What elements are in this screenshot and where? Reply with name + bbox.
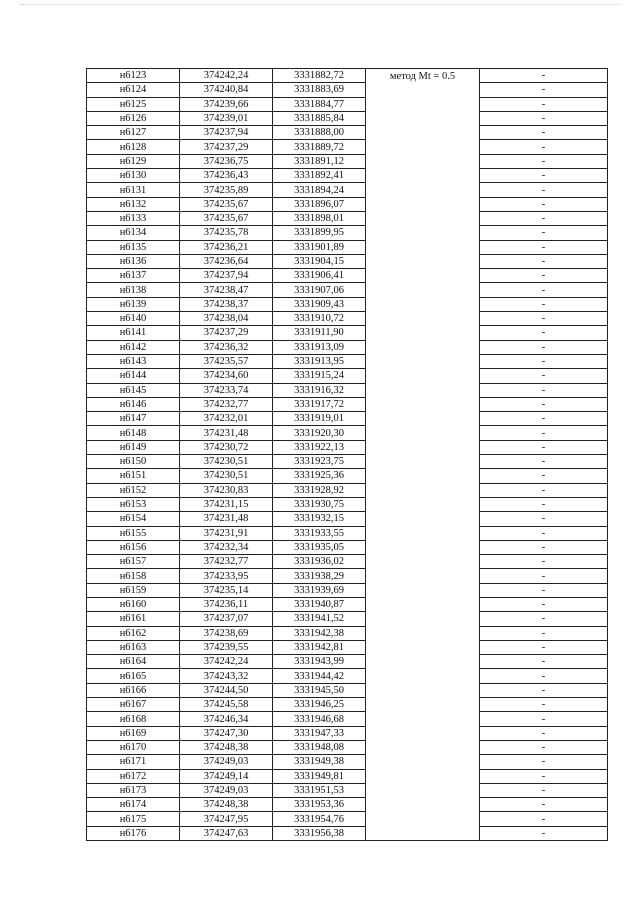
dash-cell: - bbox=[480, 412, 608, 426]
x-coordinate-cell: 374235,67 bbox=[180, 211, 273, 225]
point-id-cell: н6174 bbox=[87, 798, 180, 812]
y-coordinate-cell: 3331915,24 bbox=[273, 369, 366, 383]
y-coordinate-cell: 3331911,90 bbox=[273, 326, 366, 340]
y-coordinate-cell: 3331885,84 bbox=[273, 111, 366, 125]
table-row bbox=[87, 397, 608, 411]
y-coordinate-cell: 3331904,15 bbox=[273, 254, 366, 268]
table-row bbox=[87, 83, 608, 97]
x-coordinate-cell: 374236,32 bbox=[180, 340, 273, 354]
table-row bbox=[87, 783, 608, 797]
y-coordinate-cell: 3331936,02 bbox=[273, 555, 366, 569]
table-row bbox=[87, 440, 608, 454]
x-coordinate-cell: 374235,14 bbox=[180, 583, 273, 597]
x-coordinate-cell: 374242,24 bbox=[180, 655, 273, 669]
dash-cell: - bbox=[480, 455, 608, 469]
point-id-cell: н6162 bbox=[87, 626, 180, 640]
point-id-cell: н6146 bbox=[87, 397, 180, 411]
x-coordinate-cell: 374232,01 bbox=[180, 412, 273, 426]
y-coordinate-cell: 3331919,01 bbox=[273, 412, 366, 426]
dash-cell: - bbox=[480, 526, 608, 540]
table-row bbox=[87, 512, 608, 526]
dash-cell: - bbox=[480, 426, 608, 440]
dash-cell: - bbox=[480, 683, 608, 697]
dash-cell: - bbox=[480, 669, 608, 683]
x-coordinate-cell: 374237,07 bbox=[180, 612, 273, 626]
table-row bbox=[87, 626, 608, 640]
point-id-cell: н6136 bbox=[87, 254, 180, 268]
point-id-cell: н6133 bbox=[87, 211, 180, 225]
point-id-cell: н6166 bbox=[87, 683, 180, 697]
table-row bbox=[87, 226, 608, 240]
table-row bbox=[87, 769, 608, 783]
x-coordinate-cell: 374232,77 bbox=[180, 555, 273, 569]
point-id-cell: н6138 bbox=[87, 283, 180, 297]
y-coordinate-cell: 3331956,38 bbox=[273, 826, 366, 840]
table-row bbox=[87, 354, 608, 368]
x-coordinate-cell: 374233,74 bbox=[180, 383, 273, 397]
dash-cell: - bbox=[480, 354, 608, 368]
dash-cell: - bbox=[480, 126, 608, 140]
point-id-cell: н6142 bbox=[87, 340, 180, 354]
table-row bbox=[87, 555, 608, 569]
y-coordinate-cell: 3331920,30 bbox=[273, 426, 366, 440]
dash-cell: - bbox=[480, 497, 608, 511]
y-coordinate-cell: 3331907,06 bbox=[273, 283, 366, 297]
dash-cell: - bbox=[480, 111, 608, 125]
y-coordinate-cell: 3331913,09 bbox=[273, 340, 366, 354]
dash-cell: - bbox=[480, 540, 608, 554]
y-coordinate-cell: 3331930,75 bbox=[273, 497, 366, 511]
x-coordinate-cell: 374230,51 bbox=[180, 455, 273, 469]
y-coordinate-cell: 3331943,99 bbox=[273, 655, 366, 669]
dash-cell: - bbox=[480, 712, 608, 726]
point-id-cell: н6155 bbox=[87, 526, 180, 540]
coordinates-table-body bbox=[87, 69, 608, 841]
table-row bbox=[87, 169, 608, 183]
y-coordinate-cell: 3331946,25 bbox=[273, 698, 366, 712]
x-coordinate-cell: 374231,48 bbox=[180, 426, 273, 440]
method-cell: метод Mt = 0.5 bbox=[366, 69, 480, 841]
dash-cell: - bbox=[480, 826, 608, 840]
y-coordinate-cell: 3331909,43 bbox=[273, 297, 366, 311]
point-id-cell: н6176 bbox=[87, 826, 180, 840]
x-coordinate-cell: 374249,03 bbox=[180, 783, 273, 797]
dash-cell: - bbox=[480, 226, 608, 240]
point-id-cell: н6168 bbox=[87, 712, 180, 726]
dash-cell: - bbox=[480, 812, 608, 826]
point-id-cell: н6124 bbox=[87, 83, 180, 97]
y-coordinate-cell: 3331923,75 bbox=[273, 455, 366, 469]
table-row bbox=[87, 612, 608, 626]
dash-cell: - bbox=[480, 97, 608, 111]
dash-cell: - bbox=[480, 254, 608, 268]
y-coordinate-cell: 3331945,50 bbox=[273, 683, 366, 697]
table-row bbox=[87, 369, 608, 383]
dash-cell: - bbox=[480, 798, 608, 812]
x-coordinate-cell: 374236,75 bbox=[180, 154, 273, 168]
y-coordinate-cell: 3331935,05 bbox=[273, 540, 366, 554]
y-coordinate-cell: 3331940,87 bbox=[273, 597, 366, 611]
table-row bbox=[87, 583, 608, 597]
table-row bbox=[87, 712, 608, 726]
x-coordinate-cell: 374238,47 bbox=[180, 283, 273, 297]
point-id-cell: н6157 bbox=[87, 555, 180, 569]
point-id-cell: н6171 bbox=[87, 755, 180, 769]
y-coordinate-cell: 3331913,95 bbox=[273, 354, 366, 368]
dash-cell: - bbox=[480, 597, 608, 611]
y-coordinate-cell: 3331889,72 bbox=[273, 140, 366, 154]
table-row bbox=[87, 526, 608, 540]
point-id-cell: н6125 bbox=[87, 97, 180, 111]
y-coordinate-cell: 3331892,41 bbox=[273, 169, 366, 183]
dash-cell: - bbox=[480, 169, 608, 183]
x-coordinate-cell: 374234,60 bbox=[180, 369, 273, 383]
x-coordinate-cell: 374235,78 bbox=[180, 226, 273, 240]
table-row bbox=[87, 669, 608, 683]
point-id-cell: н6145 bbox=[87, 383, 180, 397]
point-id-cell: н6172 bbox=[87, 769, 180, 783]
point-id-cell: н6144 bbox=[87, 369, 180, 383]
table-row bbox=[87, 326, 608, 340]
dash-cell: - bbox=[480, 726, 608, 740]
y-coordinate-cell: 3331946,68 bbox=[273, 712, 366, 726]
point-id-cell: н6141 bbox=[87, 326, 180, 340]
point-id-cell: н6137 bbox=[87, 269, 180, 283]
y-coordinate-cell: 3331951,53 bbox=[273, 783, 366, 797]
point-id-cell: н6158 bbox=[87, 569, 180, 583]
x-coordinate-cell: 374237,94 bbox=[180, 126, 273, 140]
point-id-cell: н6139 bbox=[87, 297, 180, 311]
table-row bbox=[87, 640, 608, 654]
x-coordinate-cell: 374239,01 bbox=[180, 111, 273, 125]
point-id-cell: н6151 bbox=[87, 469, 180, 483]
dash-cell: - bbox=[480, 269, 608, 283]
dash-cell: - bbox=[480, 440, 608, 454]
dash-cell: - bbox=[480, 640, 608, 654]
point-id-cell: н6130 bbox=[87, 169, 180, 183]
table-row bbox=[87, 254, 608, 268]
x-coordinate-cell: 374235,89 bbox=[180, 183, 273, 197]
dash-cell: - bbox=[480, 583, 608, 597]
dash-cell: - bbox=[480, 512, 608, 526]
x-coordinate-cell: 374238,69 bbox=[180, 626, 273, 640]
point-id-cell: н6153 bbox=[87, 497, 180, 511]
point-id-cell: н6156 bbox=[87, 540, 180, 554]
table-row bbox=[87, 211, 608, 225]
point-id-cell: н6149 bbox=[87, 440, 180, 454]
dash-cell: - bbox=[480, 740, 608, 754]
x-coordinate-cell: 374249,14 bbox=[180, 769, 273, 783]
y-coordinate-cell: 3331942,81 bbox=[273, 640, 366, 654]
point-id-cell: н6173 bbox=[87, 783, 180, 797]
x-coordinate-cell: 374236,11 bbox=[180, 597, 273, 611]
y-coordinate-cell: 3331941,52 bbox=[273, 612, 366, 626]
point-id-cell: н6143 bbox=[87, 354, 180, 368]
y-coordinate-cell: 3331944,42 bbox=[273, 669, 366, 683]
x-coordinate-cell: 374236,64 bbox=[180, 254, 273, 268]
x-coordinate-cell: 374248,38 bbox=[180, 798, 273, 812]
point-id-cell: н6128 bbox=[87, 140, 180, 154]
dash-cell: - bbox=[480, 569, 608, 583]
dash-cell: - bbox=[480, 698, 608, 712]
x-coordinate-cell: 374231,48 bbox=[180, 512, 273, 526]
x-coordinate-cell: 374232,77 bbox=[180, 397, 273, 411]
dash-cell: - bbox=[480, 397, 608, 411]
dash-cell: - bbox=[480, 240, 608, 254]
x-coordinate-cell: 374231,91 bbox=[180, 526, 273, 540]
x-coordinate-cell: 374230,83 bbox=[180, 483, 273, 497]
table-row bbox=[87, 755, 608, 769]
table-row bbox=[87, 726, 608, 740]
dash-cell: - bbox=[480, 312, 608, 326]
x-coordinate-cell: 374237,94 bbox=[180, 269, 273, 283]
y-coordinate-cell: 3331899,95 bbox=[273, 226, 366, 240]
x-coordinate-cell: 374238,37 bbox=[180, 297, 273, 311]
dash-cell: - bbox=[480, 612, 608, 626]
table-row bbox=[87, 97, 608, 111]
point-id-cell: н6131 bbox=[87, 183, 180, 197]
point-id-cell: н6165 bbox=[87, 669, 180, 683]
y-coordinate-cell: 3331896,07 bbox=[273, 197, 366, 211]
point-id-cell: н6160 bbox=[87, 597, 180, 611]
y-coordinate-cell: 3331938,29 bbox=[273, 569, 366, 583]
table-row bbox=[87, 655, 608, 669]
y-coordinate-cell: 3331922,13 bbox=[273, 440, 366, 454]
table-row bbox=[87, 197, 608, 211]
coordinates-table bbox=[86, 68, 608, 841]
x-coordinate-cell: 374245,58 bbox=[180, 698, 273, 712]
table-row bbox=[87, 826, 608, 840]
x-coordinate-cell: 374235,57 bbox=[180, 354, 273, 368]
dash-cell: - bbox=[480, 197, 608, 211]
y-coordinate-cell: 3331954,76 bbox=[273, 812, 366, 826]
point-id-cell: н6150 bbox=[87, 455, 180, 469]
y-coordinate-cell: 3331898,01 bbox=[273, 211, 366, 225]
dash-cell: - bbox=[480, 783, 608, 797]
table-row bbox=[87, 469, 608, 483]
dash-cell: - bbox=[480, 69, 608, 83]
x-coordinate-cell: 374247,30 bbox=[180, 726, 273, 740]
point-id-cell: н6167 bbox=[87, 698, 180, 712]
table-row bbox=[87, 497, 608, 511]
table-row bbox=[87, 69, 608, 83]
point-id-cell: н6140 bbox=[87, 312, 180, 326]
table-row bbox=[87, 140, 608, 154]
x-coordinate-cell: 374231,15 bbox=[180, 497, 273, 511]
point-id-cell: н6159 bbox=[87, 583, 180, 597]
table-row bbox=[87, 240, 608, 254]
y-coordinate-cell: 3331932,15 bbox=[273, 512, 366, 526]
table-row bbox=[87, 383, 608, 397]
table-row bbox=[87, 111, 608, 125]
point-id-cell: н6134 bbox=[87, 226, 180, 240]
point-id-cell: н6163 bbox=[87, 640, 180, 654]
dash-cell: - bbox=[480, 154, 608, 168]
x-coordinate-cell: 374243,32 bbox=[180, 669, 273, 683]
y-coordinate-cell: 3331901,89 bbox=[273, 240, 366, 254]
y-coordinate-cell: 3331888,00 bbox=[273, 126, 366, 140]
point-id-cell: н6170 bbox=[87, 740, 180, 754]
table-row bbox=[87, 412, 608, 426]
x-coordinate-cell: 374246,34 bbox=[180, 712, 273, 726]
dash-cell: - bbox=[480, 655, 608, 669]
x-coordinate-cell: 374232,34 bbox=[180, 540, 273, 554]
y-coordinate-cell: 3331894,24 bbox=[273, 183, 366, 197]
y-coordinate-cell: 3331917,72 bbox=[273, 397, 366, 411]
point-id-cell: н6147 bbox=[87, 412, 180, 426]
table-row bbox=[87, 740, 608, 754]
table-row bbox=[87, 283, 608, 297]
dash-cell: - bbox=[480, 626, 608, 640]
x-coordinate-cell: 374239,55 bbox=[180, 640, 273, 654]
y-coordinate-cell: 3331891,12 bbox=[273, 154, 366, 168]
x-coordinate-cell: 374239,66 bbox=[180, 97, 273, 111]
table-row bbox=[87, 683, 608, 697]
point-id-cell: н6164 bbox=[87, 655, 180, 669]
point-id-cell: н6175 bbox=[87, 812, 180, 826]
point-id-cell: н6129 bbox=[87, 154, 180, 168]
point-id-cell: н6127 bbox=[87, 126, 180, 140]
dash-cell: - bbox=[480, 140, 608, 154]
table-row bbox=[87, 540, 608, 554]
y-coordinate-cell: 3331949,38 bbox=[273, 755, 366, 769]
x-coordinate-cell: 374237,29 bbox=[180, 326, 273, 340]
dash-cell: - bbox=[480, 383, 608, 397]
point-id-cell: н6152 bbox=[87, 483, 180, 497]
x-coordinate-cell: 374242,24 bbox=[180, 69, 273, 83]
dash-cell: - bbox=[480, 369, 608, 383]
y-coordinate-cell: 3331925,36 bbox=[273, 469, 366, 483]
y-coordinate-cell: 3331933,55 bbox=[273, 526, 366, 540]
x-coordinate-cell: 374238,04 bbox=[180, 312, 273, 326]
x-coordinate-cell: 374230,51 bbox=[180, 469, 273, 483]
table-row bbox=[87, 126, 608, 140]
x-coordinate-cell: 374233,95 bbox=[180, 569, 273, 583]
dash-cell: - bbox=[480, 340, 608, 354]
x-coordinate-cell: 374237,29 bbox=[180, 140, 273, 154]
x-coordinate-cell: 374247,95 bbox=[180, 812, 273, 826]
scan-noise-line bbox=[20, 4, 620, 8]
point-id-cell: н6169 bbox=[87, 726, 180, 740]
x-coordinate-cell: 374244,50 bbox=[180, 683, 273, 697]
point-id-cell: н6148 bbox=[87, 426, 180, 440]
table-row bbox=[87, 340, 608, 354]
table-row bbox=[87, 455, 608, 469]
dash-cell: - bbox=[480, 555, 608, 569]
table-row bbox=[87, 798, 608, 812]
y-coordinate-cell: 3331906,41 bbox=[273, 269, 366, 283]
y-coordinate-cell: 3331884,77 bbox=[273, 97, 366, 111]
x-coordinate-cell: 374248,38 bbox=[180, 740, 273, 754]
y-coordinate-cell: 3331882,72 bbox=[273, 69, 366, 83]
dash-cell: - bbox=[480, 183, 608, 197]
point-id-cell: н6126 bbox=[87, 111, 180, 125]
point-id-cell: н6132 bbox=[87, 197, 180, 211]
table-row bbox=[87, 154, 608, 168]
point-id-cell: н6161 bbox=[87, 612, 180, 626]
table-row bbox=[87, 812, 608, 826]
table-row bbox=[87, 569, 608, 583]
dash-cell: - bbox=[480, 283, 608, 297]
dash-cell: - bbox=[480, 211, 608, 225]
y-coordinate-cell: 3331942,38 bbox=[273, 626, 366, 640]
dash-cell: - bbox=[480, 326, 608, 340]
y-coordinate-cell: 3331939,69 bbox=[273, 583, 366, 597]
x-coordinate-cell: 374236,21 bbox=[180, 240, 273, 254]
x-coordinate-cell: 374249,03 bbox=[180, 755, 273, 769]
x-coordinate-cell: 374235,67 bbox=[180, 197, 273, 211]
y-coordinate-cell: 3331910,72 bbox=[273, 312, 366, 326]
table-row bbox=[87, 312, 608, 326]
point-id-cell: н6123 bbox=[87, 69, 180, 83]
x-coordinate-cell: 374240,84 bbox=[180, 83, 273, 97]
y-coordinate-cell: 3331883,69 bbox=[273, 83, 366, 97]
dash-cell: - bbox=[480, 755, 608, 769]
dash-cell: - bbox=[480, 769, 608, 783]
y-coordinate-cell: 3331949,81 bbox=[273, 769, 366, 783]
dash-cell: - bbox=[480, 83, 608, 97]
y-coordinate-cell: 3331916,32 bbox=[273, 383, 366, 397]
dash-cell: - bbox=[480, 483, 608, 497]
table-row bbox=[87, 698, 608, 712]
dash-cell: - bbox=[480, 297, 608, 311]
table-row bbox=[87, 483, 608, 497]
point-id-cell: н6135 bbox=[87, 240, 180, 254]
table-row bbox=[87, 597, 608, 611]
table-row bbox=[87, 269, 608, 283]
point-id-cell: н6154 bbox=[87, 512, 180, 526]
table-row bbox=[87, 183, 608, 197]
table-row bbox=[87, 297, 608, 311]
table-row bbox=[87, 426, 608, 440]
x-coordinate-cell: 374236,43 bbox=[180, 169, 273, 183]
y-coordinate-cell: 3331953,36 bbox=[273, 798, 366, 812]
x-coordinate-cell: 374247,63 bbox=[180, 826, 273, 840]
y-coordinate-cell: 3331928,92 bbox=[273, 483, 366, 497]
y-coordinate-cell: 3331948,08 bbox=[273, 740, 366, 754]
dash-cell: - bbox=[480, 469, 608, 483]
y-coordinate-cell: 3331947,33 bbox=[273, 726, 366, 740]
x-coordinate-cell: 374230,72 bbox=[180, 440, 273, 454]
